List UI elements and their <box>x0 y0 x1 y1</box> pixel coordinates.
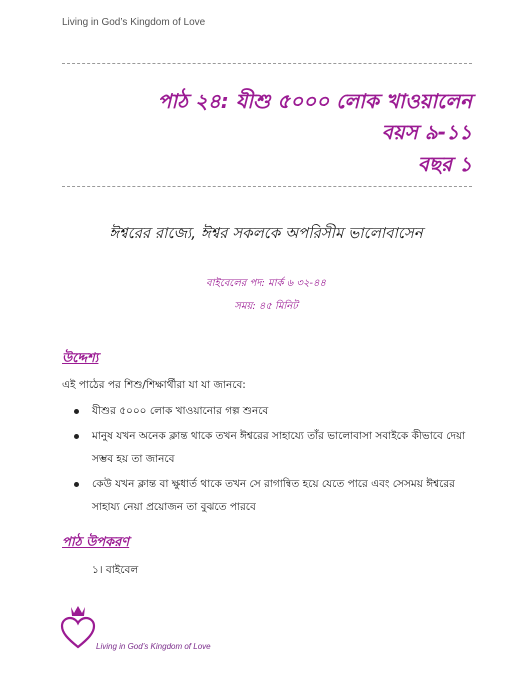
title-block <box>158 86 472 180</box>
crown-heart-icon <box>60 603 96 651</box>
objective-text: কেউ যখন ক্লান্ত বা ক্ষুধার্ত থাকে তখন সে রাগান্বিত হয়ে যেতে পারে এবং সেসময় ঈশ্বরের সাহায্য নেয়া প্রয়োজন তা বুঝতে পারবে <box>92 478 455 513</box>
objectives-heading: উদ্দেশ্য <box>62 351 99 366</box>
material-item: ১। বাইবেল <box>92 564 139 576</box>
running-header: Living in God’s Kingdom of Love <box>62 17 206 28</box>
list-item <box>62 400 472 423</box>
lesson-duration: সময়: ৪৫ মিনিট <box>234 301 298 312</box>
bullet-icon <box>74 482 79 487</box>
footer-text: Living in God’s Kingdom of Love <box>96 642 211 651</box>
objective-text: যীশুর ৫০০০ লোক খাওয়ানোর গল্প শুনবে <box>92 405 269 417</box>
year-label: বছর ১ <box>417 152 472 176</box>
lesson-theme: ঈশ্বরের রাজ্যে, ঈশ্বর সকলকে অপরিসীম ভালোবাসেন <box>109 224 423 242</box>
list-item <box>62 425 472 471</box>
objectives-intro: এই পাঠের পর শিশু/শিক্ষার্থীরা যা যা জানবে: <box>62 379 246 391</box>
objectives-list <box>62 400 472 521</box>
bullet-icon <box>74 434 79 439</box>
lesson-title: পাঠ ২৪: যীশু ৫০০০ লোক খাওয়ালেন <box>157 89 472 113</box>
materials-heading: পাঠ উপকরণ <box>62 535 130 550</box>
objective-text: মানুষ যখন অনেক ক্লান্ত থাকে তখন ঈশ্বরের সাহায্যে তাঁর ভালোবাসা সবাইকে কীভাবে দেয়া সম্ভব হয় তা জানবে <box>92 430 466 465</box>
bullet-icon <box>74 409 79 414</box>
title-divider <box>62 186 472 187</box>
top-divider <box>62 63 472 64</box>
age-range: বয়স ৯-১১ <box>381 120 472 144</box>
bible-passage: বাইবেলের পদ: মার্ক ৬ ৩২-৪৪ <box>206 278 326 289</box>
list-item <box>62 473 472 519</box>
